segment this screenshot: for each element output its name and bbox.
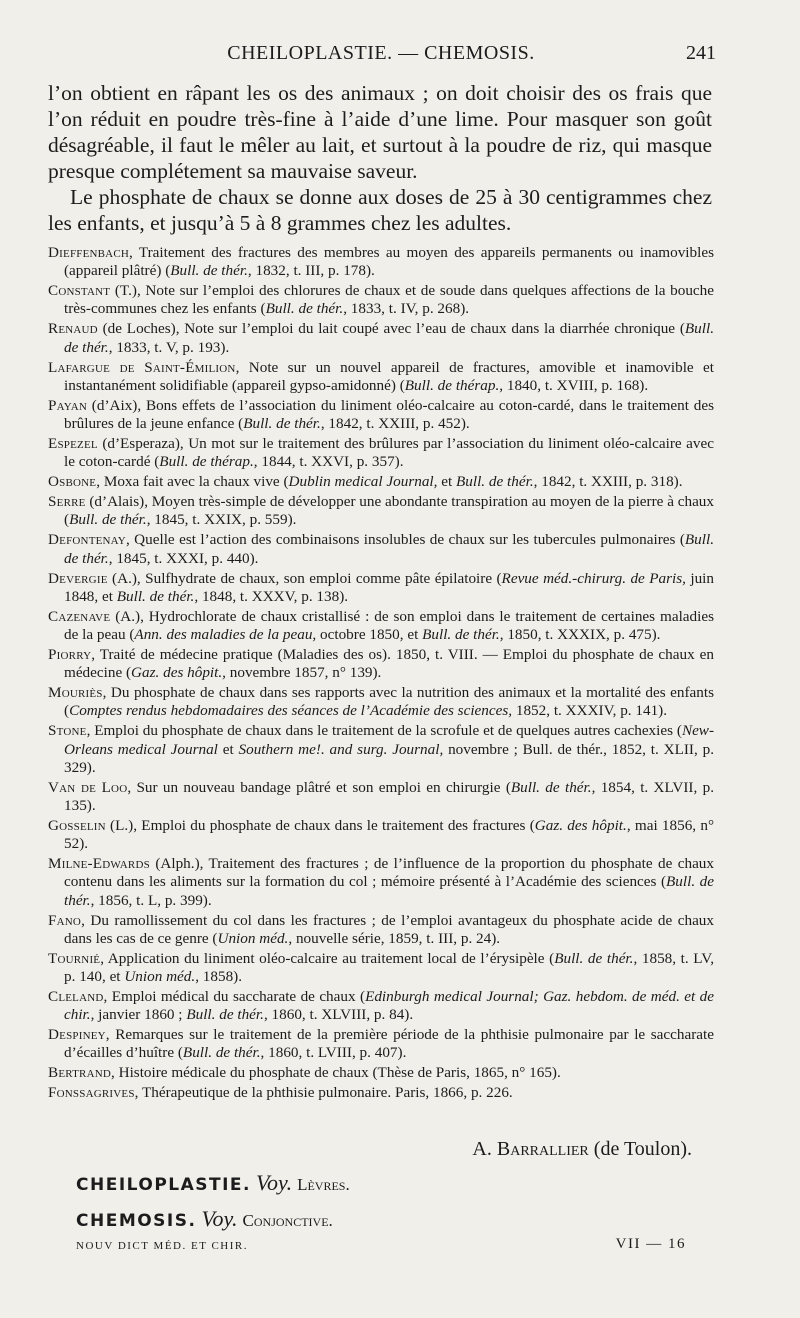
reference-text: , nouvelle série, 1859, t. III, p. 24). xyxy=(288,929,501,947)
reference-source: Ann. des maladies de la peau, xyxy=(134,626,317,644)
reference-entry xyxy=(48,570,714,606)
reference-source: New-Orleans medical Journal xyxy=(64,722,714,758)
reference-source: Bull. de thér. xyxy=(554,949,634,967)
reference-author: Dieffenbach xyxy=(48,244,130,261)
reference-entry xyxy=(48,493,714,529)
cross-reference xyxy=(76,1206,333,1232)
reference-author: Cazenave xyxy=(48,607,111,625)
reference-entry xyxy=(48,244,714,280)
reference-text: (Alph.), Traitement des fractures ; de l’influence de la proportion du phosphate de chaux contenu dans les aliments sur la formation du col ; mémoire présenté à l’Académie des sciences ( xyxy=(64,855,714,891)
reference-source: Bull. de thér. xyxy=(69,511,147,529)
crossref-voy: Voy. xyxy=(201,1206,238,1231)
bibliography xyxy=(48,244,714,1104)
reference-text: , Note sur un nouvel appareil de fractures, amovible et inamovible et instantanément solidifiable (appareil gypso-amidonné) ( xyxy=(64,358,715,394)
crossref-target[interactable]: Lèvres. xyxy=(297,1175,350,1194)
reference-source: Bull. de thér. xyxy=(265,300,344,318)
reference-text: , 1856, t. L, p. 399). xyxy=(90,891,212,909)
reference-text: (d’Alais), Moyen très-simple de développer une abondante transpiration au moyen de la pierre à chaux ( xyxy=(64,493,714,529)
paragraph: l’on obtient en râpant les os des animaux ; on doit choisir des os frais que l’on réduit en poudre très-fine à l’aide d’une lime. Pour masquer son goût désagréable, il faut le mêler au lait, et surtout à la poudre de riz, qui masque presque complétement sa mauvaise saveur. xyxy=(48,81,712,183)
crossref-voy: Voy. xyxy=(256,1170,293,1195)
reference-text: , Histoire médicale du phosphate de chaux (Thèse de Paris, 1865, n° 165). xyxy=(111,1064,561,1082)
reference-author: Stone xyxy=(48,722,87,740)
reference-text: (de Loches), Note sur l’emploi du lait coupé avec l’eau de chaux dans la diarrhée chronique ( xyxy=(97,320,685,338)
signature-name: Barrallier xyxy=(496,1138,589,1160)
crossref-term: CHEMOSIS. xyxy=(76,1211,197,1231)
reference-text: 1850, t. XXXIX, p. 475). xyxy=(503,626,661,644)
reference-text: juin 1848, et xyxy=(64,569,714,605)
reference-text: (d’Aix), Bons effets de l’association du liniment oléo-calcaire au coton-cardé, dans le traitement des brûlures de la jeune enfance ( xyxy=(64,396,714,433)
reference-text: et xyxy=(437,473,456,491)
reference-author: Osbone xyxy=(48,473,97,491)
reference-entry xyxy=(48,282,714,318)
reference-source: Bull. de thérap. xyxy=(404,376,500,394)
reference-text: novembre ; Bull. de thér., 1852, t. XLII, p. 329). xyxy=(64,740,714,776)
reference-entry xyxy=(48,435,714,471)
reference-text: 1848, t. XXXV, p. 138). xyxy=(198,587,349,605)
reference-author: Constant xyxy=(48,282,111,300)
reference-text: (A.), Sulfhydrate de chaux, son emploi comme pâte épilatoire ( xyxy=(107,569,502,587)
reference-text: , janvier 1860 ; xyxy=(90,1006,187,1024)
reference-author: Payan xyxy=(48,396,87,414)
reference-source: Bull. de thérap. xyxy=(159,453,254,471)
reference-entry xyxy=(48,320,714,356)
reference-entry xyxy=(48,531,714,567)
reference-text: , Sur un nouveau bandage plâtré et son emploi en chirurgie ( xyxy=(127,778,511,796)
reference-source: Bull. de thér. xyxy=(186,1006,264,1024)
reference-entry xyxy=(48,684,714,720)
reference-entry xyxy=(48,359,714,395)
reference-author: Despiney xyxy=(48,1026,106,1044)
reference-text: 1852, t. XXXIV, p. 141). xyxy=(512,702,668,720)
reference-text: et xyxy=(217,740,239,758)
printer-signature: NOUV DICT MÉD. ET CHIR. xyxy=(76,1240,249,1252)
volume-mark: VII — 16 xyxy=(615,1236,686,1252)
reference-entry xyxy=(48,1084,714,1102)
signature-initial: A. xyxy=(472,1138,492,1160)
reference-entry xyxy=(48,779,714,815)
reference-text: (A.), Hydrochlorate de chaux cristallisé : de son emploi dans le traitement de certaines maladies de la peau ( xyxy=(64,607,714,644)
running-header xyxy=(48,42,714,72)
reference-text: , Remarques sur le traitement de la première période de la phthisie pulmonaire par le saccharate d’écailles d’huître ( xyxy=(64,1026,714,1062)
reference-text: , 1854, t. XLVII, p. 135). xyxy=(64,778,714,815)
reference-text: , Application du liniment oléo-calcaire au traitement local de l’érysipèle ( xyxy=(100,949,555,967)
reference-source: Bull. de thér. xyxy=(64,873,714,909)
reference-text: , Du ramollissement du col dans les fractures ; de l’emploi avantageux du phosphate acide de chaux dans les cas de ce genre ( xyxy=(64,911,714,947)
reference-text: , 1832, t. III, p. 178). xyxy=(247,262,375,280)
reference-text: , Traité de médecine pratique (Maladies des os). 1850, t. VIII. — Emploi du phosphate de chaux en médecine ( xyxy=(64,646,714,682)
reference-entry xyxy=(48,608,714,644)
crossref-target[interactable]: Conjonctive. xyxy=(242,1211,333,1230)
reference-text: , Traitement des fractures des membres au moyen des appareils permanents ou inamovibles (appareil plâtré) ( xyxy=(64,244,714,280)
reference-author: Defontenay xyxy=(48,531,126,549)
reference-text: , mai 1856, n° 52). xyxy=(64,817,715,853)
reference-source: Union méd. xyxy=(217,929,289,947)
reference-author: Bertrand xyxy=(48,1064,112,1082)
reference-author: Devergie xyxy=(48,569,108,587)
reference-source: Edinburgh medical Journal; Gaz. hebdom. de méd. et de chir. xyxy=(64,988,715,1024)
reference-author: Piorry xyxy=(48,646,92,664)
reference-text: , 1860, t. LVIII, p. 407). xyxy=(260,1044,407,1062)
reference-source: Dublin medical Journal, xyxy=(288,473,438,491)
running-title: CHEILOPLASTIE. — CHEMOSIS. xyxy=(227,42,535,64)
reference-entry xyxy=(48,855,714,910)
reference-text: , Moxa fait avec la chaux vive ( xyxy=(96,473,289,491)
reference-text: (d’Esperaza), Un mot sur le traitement des brûlures par l’association du liniment oléo-calcaire avec le coton-cardé ( xyxy=(64,435,714,471)
reference-author: Espezel xyxy=(48,435,98,453)
crossref-term: CHEILOPLASTIE. xyxy=(76,1175,252,1195)
reference-source: Bull. de thér. xyxy=(456,473,534,491)
reference-text: octobre 1850, et xyxy=(316,626,423,644)
reference-source: Comptes rendus hebdomadaires des séances de l’Académie des sciences, xyxy=(69,702,513,720)
reference-source: Bull. de thér. xyxy=(64,320,714,356)
reference-source: Southern me!. and surg. Journal, xyxy=(238,740,444,758)
reference-author: Mouriès xyxy=(48,684,103,702)
reference-entry xyxy=(48,817,714,853)
reference-text: , 1858, t. LV, p. 140, et xyxy=(64,949,714,986)
reference-text: , 1833, t. IV, p. 268). xyxy=(343,300,470,318)
reference-text: , Du phosphate de chaux dans ses rapports avec la nutrition des animaux et la mortalité des enfants ( xyxy=(64,684,714,720)
reference-text: , 1860, t. XLVIII, p. 84). xyxy=(263,1006,414,1024)
reference-author: Fonssagrives xyxy=(48,1084,135,1102)
reference-source: Bull. de thér. xyxy=(64,531,714,567)
reference-entry xyxy=(48,912,714,948)
reference-source: Bull. de thér. xyxy=(182,1044,261,1062)
reference-text: , 1844, t. XXVI, p. 357). xyxy=(253,453,404,471)
reference-source: Revue méd.-chirurg. de Paris, xyxy=(501,569,686,587)
reference-entry xyxy=(48,1064,714,1082)
reference-entry xyxy=(48,646,714,682)
reference-author: Milne-Edwards xyxy=(48,855,150,873)
page-number: 241 xyxy=(686,42,716,64)
reference-author: Fano xyxy=(48,911,82,929)
reference-source: Union méd. xyxy=(124,968,196,986)
reference-author: Tournié xyxy=(48,949,101,967)
reference-entry xyxy=(48,988,714,1024)
reference-source: Gaz. des hôpit. xyxy=(534,817,627,835)
reference-text: , 1840, t. XVIII, p. 168). xyxy=(499,376,649,394)
paragraph: Le phosphate de chaux se donne aux doses de 25 à 30 centigrammes chez les enfants, et jusqu’à 5 à 8 grammes chez les adultes. xyxy=(48,185,712,235)
reference-entry xyxy=(48,397,714,433)
reference-entry xyxy=(48,1026,714,1062)
reference-author: Gosselin xyxy=(48,817,106,835)
reference-source: Bull. de thér. xyxy=(170,262,248,280)
reference-entry xyxy=(48,473,714,491)
reference-text: , 1842, t. XXIII, p. 318). xyxy=(533,473,683,491)
reference-author: Lafargue de Saint-Émilion xyxy=(48,358,236,376)
reference-source: Bull. de thér., xyxy=(422,626,504,644)
reference-text: , 1858). xyxy=(195,968,243,986)
reference-text: , Quelle est l’action des combinaisons insolubles de chaux sur les tubercules pulmonaires ( xyxy=(125,531,685,549)
author-signature xyxy=(48,1138,692,1161)
reference-source: Bull. de thér., xyxy=(116,587,199,605)
cross-reference xyxy=(76,1170,350,1196)
reference-author: Van de Loo xyxy=(48,778,128,796)
reference-text: , 1845, t. XXIX, p. 559). xyxy=(146,511,297,529)
reference-text: (L.), Emploi du phosphate de chaux dans le traitement des fractures ( xyxy=(105,817,535,835)
signature-place: (de Toulon). xyxy=(593,1138,692,1160)
reference-author: Renaud xyxy=(48,320,98,338)
reference-text: , Thérapeutique de la phthisie pulmonaire. Paris, 1866, p. 226. xyxy=(134,1084,513,1102)
reference-source: Gaz. des hôpit., xyxy=(131,664,226,682)
reference-source: Bull. de thér. xyxy=(510,778,592,796)
reference-text: , 1842, t. XXIII, p. 452). xyxy=(320,415,470,433)
reference-text: , 1833, t. V, p. 193). xyxy=(108,338,230,356)
reference-author: Serre xyxy=(48,493,86,511)
reference-text: , Emploi médical du saccharate de chaux ( xyxy=(103,988,366,1006)
reference-source: Bull. de thér. xyxy=(243,415,321,433)
main-text xyxy=(48,80,712,236)
reference-text: (T.), Note sur l’emploi des chlorures de chaux et de soude dans quelques affections de la bouche très-communes chez les enfants ( xyxy=(64,282,714,318)
reference-text: , Emploi du phosphate de chaux dans le traitement de la scrofule et de quelques autres cachexies ( xyxy=(86,722,682,740)
reference-entry xyxy=(48,722,714,777)
reference-text: novembre 1857, n° 139). xyxy=(225,664,382,682)
reference-author: Cleland xyxy=(48,988,104,1006)
reference-text: , 1845, t. XXXI, p. 440). xyxy=(108,549,259,567)
reference-entry xyxy=(48,950,714,986)
